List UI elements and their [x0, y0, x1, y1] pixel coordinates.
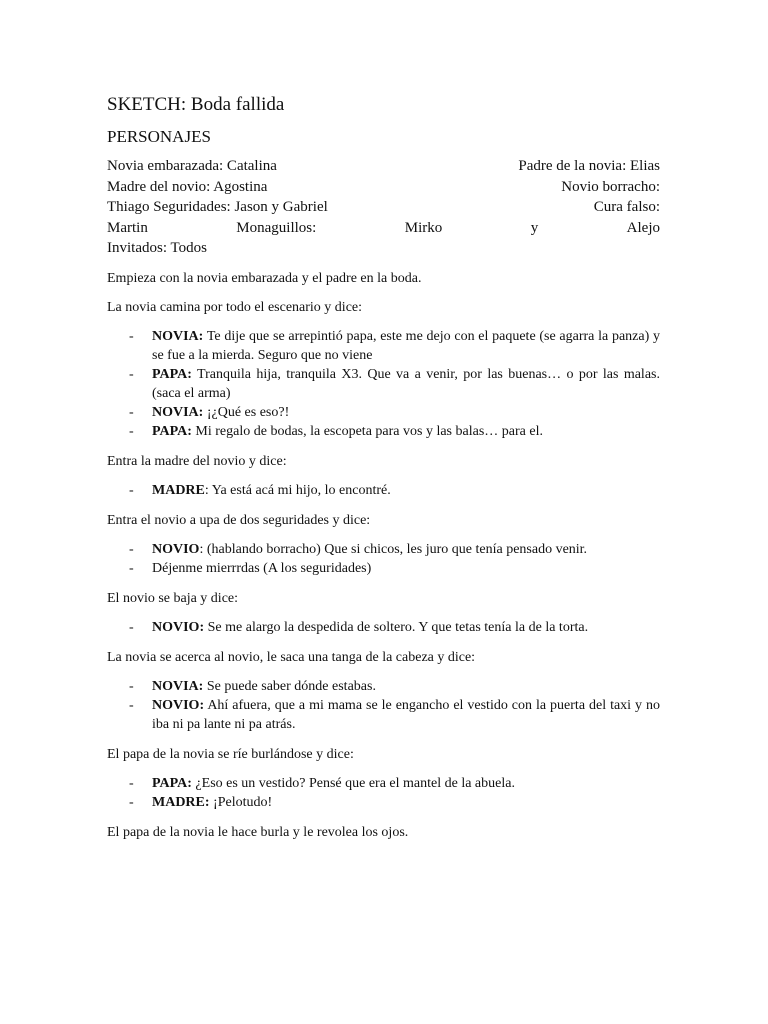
cast-entry: Invitados: Todos [107, 240, 207, 256]
bullet-dash: - [129, 366, 134, 382]
dialogue-line [107, 540, 660, 559]
bullet-dash: - [129, 404, 134, 420]
dialogue-text: Te dije que se arrepintió papa, este me dejo con el paquete (se agarra la panza) y se fue a la mierda. Seguro que no viene [152, 328, 660, 363]
dialogue-text: Se me alargo la despedida de soltero. Y que tetas tenía la de la torta. [204, 619, 589, 635]
cast-word: Martin [107, 219, 148, 236]
cast-row [107, 218, 660, 239]
speaker-name: MADRE: [152, 794, 210, 810]
bullet-dash: - [129, 678, 134, 694]
speaker-name: NOVIA: [152, 404, 204, 420]
dialogue-line [107, 327, 660, 365]
dialogue-text: : (hablando borracho) Que si chicos, les juro que tenía pensado venir. [199, 541, 588, 557]
narration: Entra la madre del novio y dice: [107, 453, 287, 469]
narration: Empieza con la novia embarazada y el padre en la boda. [107, 270, 422, 286]
speaker-name: NOVIA: [152, 678, 204, 694]
bullet-dash: - [129, 482, 134, 498]
document-title: SKETCH: Boda fallida [107, 94, 285, 115]
dialogue-text: Mi regalo de bodas, la escopeta para vos y las balas… para el. [191, 423, 543, 439]
cast-word: Mirko [404, 219, 443, 236]
narration: La novia camina por todo el escenario y dice: [107, 299, 363, 315]
dialogue-text: : Ya está acá mi hijo, lo encontré. [204, 482, 391, 498]
narration: El papa de la novia le hace burla y le revolea los ojos. [107, 824, 409, 840]
speaker-name: NOVIA: [152, 328, 204, 344]
cast-row [107, 238, 660, 259]
dialogue-line [107, 696, 660, 734]
dialogue-line [107, 677, 660, 696]
dialogue-text: Tranquila hija, tranquila X3. Que va a venir, por las buenas… o por las malas. (saca el arma) [152, 366, 660, 401]
narration: La novia se acerca al novio, le saca una tanga de la cabeza y dice: [107, 649, 476, 665]
section-heading: PERSONAJES [107, 127, 211, 146]
cast-entry: Novia embarazada: Catalina [107, 158, 277, 174]
cast-entry: Cura falso: [593, 199, 660, 215]
dialogue-line [107, 422, 660, 441]
cast-entry: Thiago Seguridades: Jason y Gabriel [107, 199, 328, 215]
document-page [107, 92, 660, 852]
dialogue-line [107, 774, 660, 793]
dialogue-line [107, 793, 660, 812]
speaker-name: PAPA: [152, 423, 192, 439]
speaker-name: NOVIO: [152, 619, 205, 635]
dialogue-line [107, 481, 660, 500]
dialogue-text: Se puede saber dónde estabas. [203, 678, 376, 694]
narration: El novio se baja y dice: [107, 590, 239, 606]
cast-entry: Madre del novio: Agostina [107, 178, 268, 195]
bullet-dash: - [129, 541, 134, 557]
dialogue-list [107, 677, 660, 734]
dialogue-line [107, 365, 660, 403]
speaker-name: NOVIO: [152, 697, 205, 713]
dialogue-list [107, 774, 660, 812]
cast-row [107, 156, 660, 177]
dialogue-list [107, 481, 660, 500]
dialogue-text: ¡Pelotudo! [209, 794, 273, 810]
cast-row [107, 197, 660, 218]
dialogue-text: Ahí afuera, que a mi mama se le engancho el vestido con la puerta del taxi y no iba ni pa lante ni pa atrás. [152, 697, 660, 732]
bullet-dash: - [129, 775, 134, 791]
speaker-name: NOVIO [152, 541, 200, 557]
bullet-dash: - [129, 423, 134, 439]
cast-entry: Padre de la novia: Elias [518, 158, 660, 174]
dialogue-line [107, 618, 660, 637]
cast-list [107, 156, 660, 259]
speaker-name: PAPA: [152, 366, 192, 382]
bullet-dash: - [129, 697, 134, 713]
bullet-dash: - [129, 328, 134, 344]
dialogue-list [107, 540, 660, 578]
dialogue-line [107, 559, 660, 578]
bullet-dash: - [129, 560, 134, 576]
cast-word: y [530, 219, 539, 236]
dialogue-list [107, 618, 660, 637]
dialogue-list [107, 327, 660, 441]
bullet-dash: - [129, 619, 134, 635]
speaker-name: MADRE [152, 482, 205, 498]
cast-word: Monaguillos: [236, 219, 317, 236]
dialogue-text: ¿Eso es un vestido? Pensé que era el mantel de la abuela. [191, 775, 515, 791]
dialogue-line [107, 403, 660, 422]
dialogue-text: Déjenme mierrrdas (A los seguridades) [152, 560, 372, 576]
speaker-name: PAPA: [152, 775, 192, 791]
dialogue-text: ¡¿Qué es eso?! [203, 404, 290, 420]
cast-row [107, 177, 660, 198]
narration: El papa de la novia se ríe burlándose y dice: [107, 746, 354, 762]
bullet-dash: - [129, 794, 134, 810]
narration: Entra el novio a upa de dos seguridades y dice: [107, 512, 371, 528]
cast-entry: Novio borracho: [561, 178, 660, 195]
cast-word: Alejo [626, 219, 660, 236]
